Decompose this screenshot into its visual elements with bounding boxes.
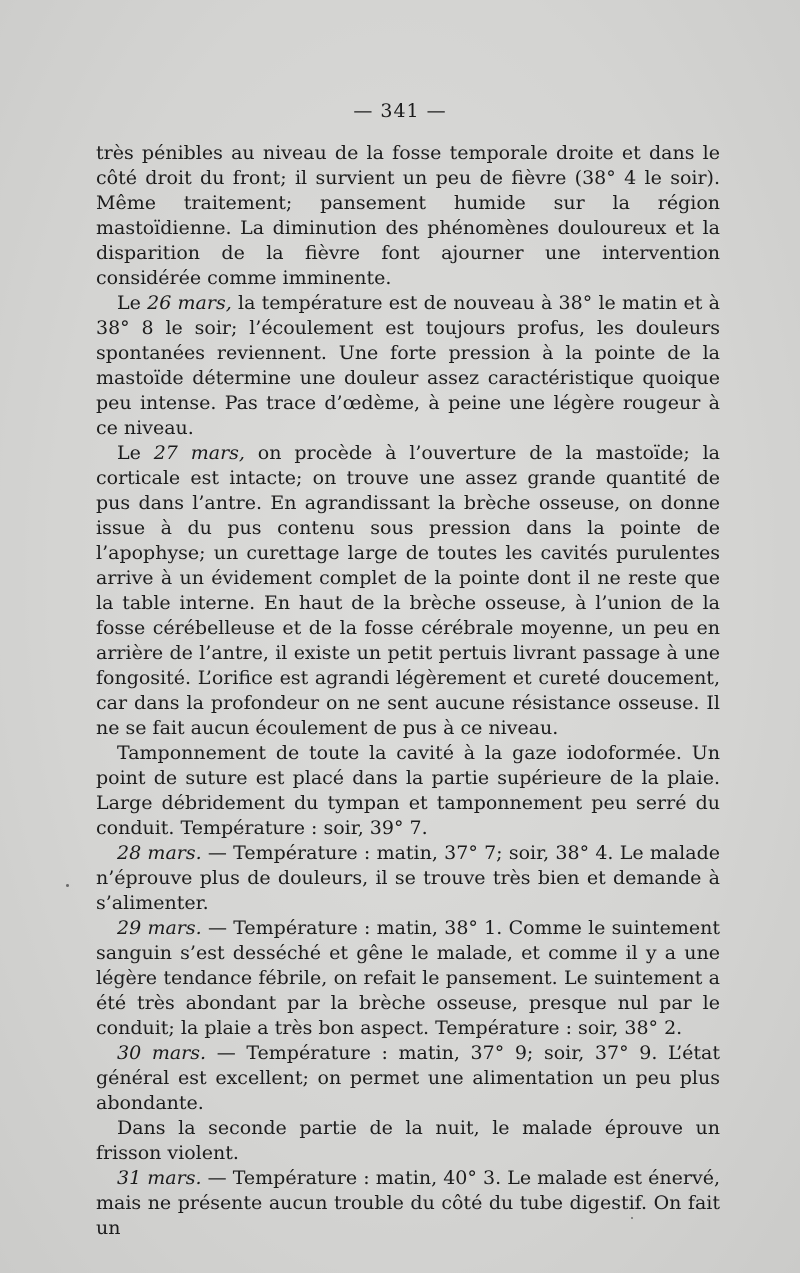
- paragraph-text: la température est de nouveau à 38° le matin et à 38° 8 le soir; l’écoulement est toujours profus, les douleurs spontanées reviennent. Une forte pression à la pointe de la mastoïde détermine une douleur assez caractéristique quoique peu intense. Pas trace d’œdème, à peine une légère rougeur à ce niveau.: [96, 292, 720, 439]
- paragraph-27-mars: [96, 441, 720, 741]
- paragraph-text: — Température : matin, 40° 3. Le malade est énervé, mais ne présente aucun trouble du côté du tube digestif. On fait un: [96, 1167, 720, 1239]
- paragraph-text: — Température : matin, 37° 7; soir, 38° 4. Le malade n’éprouve plus de douleurs, il se trouve très bien et demande à s’alimenter.: [96, 842, 720, 914]
- paragraph-tamponnement: [96, 741, 720, 841]
- paper-speck: [66, 884, 69, 887]
- paragraph-text: Dans la seconde partie de la nuit, le malade éprouve un frisson violent.: [96, 1117, 720, 1164]
- paragraph-prefix: Le: [117, 292, 148, 314]
- page-number: — 341 —: [353, 100, 447, 122]
- paragraph-29-mars: [96, 916, 720, 1041]
- paragraph-30-mars: [96, 1041, 720, 1116]
- paragraph-continuation: [96, 141, 720, 291]
- date-label: 27 mars,: [153, 442, 245, 464]
- paper-speck: [631, 1217, 633, 1219]
- date-label: 28 mars.: [117, 842, 202, 864]
- paragraph-text: — Température : matin, 38° 1. Comme le suintement sanguin s’est desséché et gêne le malade, et comme il y a une légère tendance fébrile, on refait le pansement. Le suintement a été très abondant par la brèche osseuse, presque nul par le conduit; la plaie a très bon aspect. Température : soir, 38° 2.: [96, 917, 720, 1039]
- date-label: 26 mars,: [147, 292, 232, 314]
- paragraph-nuit: [96, 1116, 720, 1166]
- date-label: 31 mars.: [117, 1167, 202, 1189]
- body-text: [96, 141, 720, 1241]
- date-label: 30 mars.: [117, 1042, 207, 1064]
- paragraph-26-mars: [96, 291, 720, 441]
- paragraph-text: très pénibles au niveau de la fosse temporale droite et dans le côté droit du front; il survient un peu de fièvre (38° 4 le soir). Même traitement; pansement humide sur la région mastoïdienne. La diminution des phénomènes douloureux et la disparition de la fièvre font ajourner une intervention considérée comme imminente.: [96, 142, 720, 289]
- paragraph-text: — Température : matin, 37° 9; soir, 37° 9. L’état général est excellent; on permet une alimentation un peu plus abondante.: [96, 1042, 720, 1114]
- paragraph-prefix: Le: [117, 442, 154, 464]
- date-label: 29 mars.: [117, 917, 202, 939]
- paragraph-text: Tamponnement de toute la cavité à la gaze iodoformée. Un point de suture est placé dans la partie supérieure de la plaie. Large débridement du tympan et tamponnement peu serré du conduit. Température : soir, 39° 7.: [96, 742, 720, 839]
- paragraph-31-mars: [96, 1166, 720, 1241]
- paragraph-text: on procède à l’ouverture de la mastoïde; la corticale est intacte; on trouve une assez grande quantité de pus dans l’antre. En agrandissant la brèche osseuse, on donne issue à du pus contenu sous pression dans la pointe de l’apophyse; un curettage large de toutes les cavités purulentes arrive à un évidement complet de la pointe dont il ne reste que la table interne. En haut de la brèche osseuse, à l’union de la fosse cérébelleuse et de la fosse cérébrale moyenne, un peu en arrière de l’antre, il existe un petit pertuis livrant passage à une fongosité. L’orifice est agrandi légèrement et cureté doucement, car dans la profondeur on ne sent aucune résistance osseuse. Il ne se fait aucun écoulement de pus à ce niveau.: [96, 442, 721, 739]
- paragraph-28-mars: [96, 841, 720, 916]
